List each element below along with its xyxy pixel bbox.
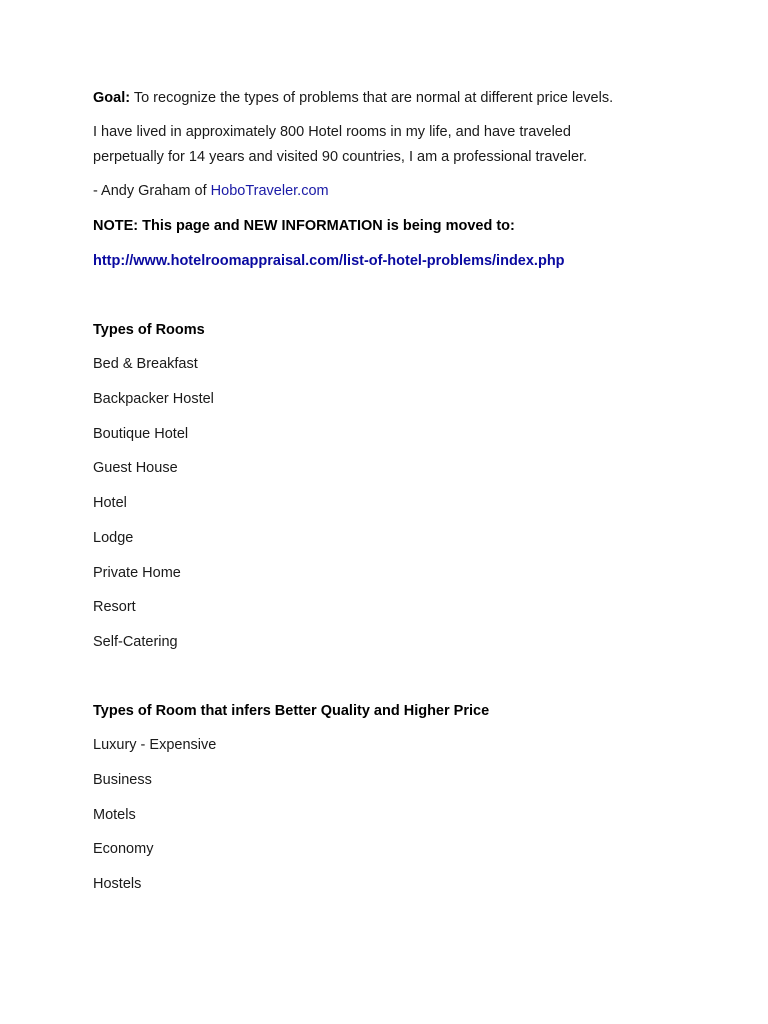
intro-paragraph: [93, 120, 733, 169]
list-item: Resort: [93, 599, 136, 616]
note-url-line: [93, 249, 733, 273]
types-of-rooms-heading: Types of Rooms: [93, 322, 205, 338]
list-item: Private Home: [93, 564, 181, 581]
list-item: Bed & Breakfast: [93, 356, 198, 372]
list-item: Hotel: [93, 495, 127, 511]
types-of-rooms-list: [93, 352, 733, 654]
list-item: Lodge: [93, 529, 134, 546]
note-text: NOTE: This page and NEW INFORMATION is being moved to:: [93, 218, 515, 234]
goal-paragraph: [93, 86, 733, 110]
author-line: [93, 179, 733, 203]
list-item: Self-Catering: [93, 634, 178, 650]
document-page: [93, 86, 733, 896]
intro-line-1: I have lived in approximately 800 Hotel rooms in my life, and have traveled: [93, 124, 571, 140]
list-item: Hostels: [93, 876, 142, 892]
quality-rooms-list: [93, 733, 733, 896]
author-prefix: - Andy Graham of: [93, 183, 211, 199]
hobotraveler-link[interactable]: HoboTraveler.com: [210, 183, 329, 199]
list-item: Economy: [93, 841, 154, 858]
quality-rooms-heading: Types of Room that infers Better Quality and Higher Price: [93, 703, 490, 719]
list-item: Motels: [93, 806, 136, 823]
goal-text: To recognize the types of problems that are normal at different price levels.: [130, 90, 614, 106]
list-item: Backpacker Hostel: [93, 390, 214, 407]
list-item: Boutique Hotel: [93, 425, 189, 442]
hotelroomappraisal-link[interactable]: http://www.hotelroomappraisal.com/list-of-hotel-problems/index.php: [93, 253, 565, 269]
list-item: Business: [93, 771, 152, 788]
list-item: Guest House: [93, 460, 178, 477]
intro-line-2: perpetually for 14 years and visited 90 countries, I am a professional traveler.: [93, 149, 588, 165]
goal-label: Goal:: [93, 90, 131, 106]
list-item: Luxury - Expensive: [93, 737, 217, 753]
